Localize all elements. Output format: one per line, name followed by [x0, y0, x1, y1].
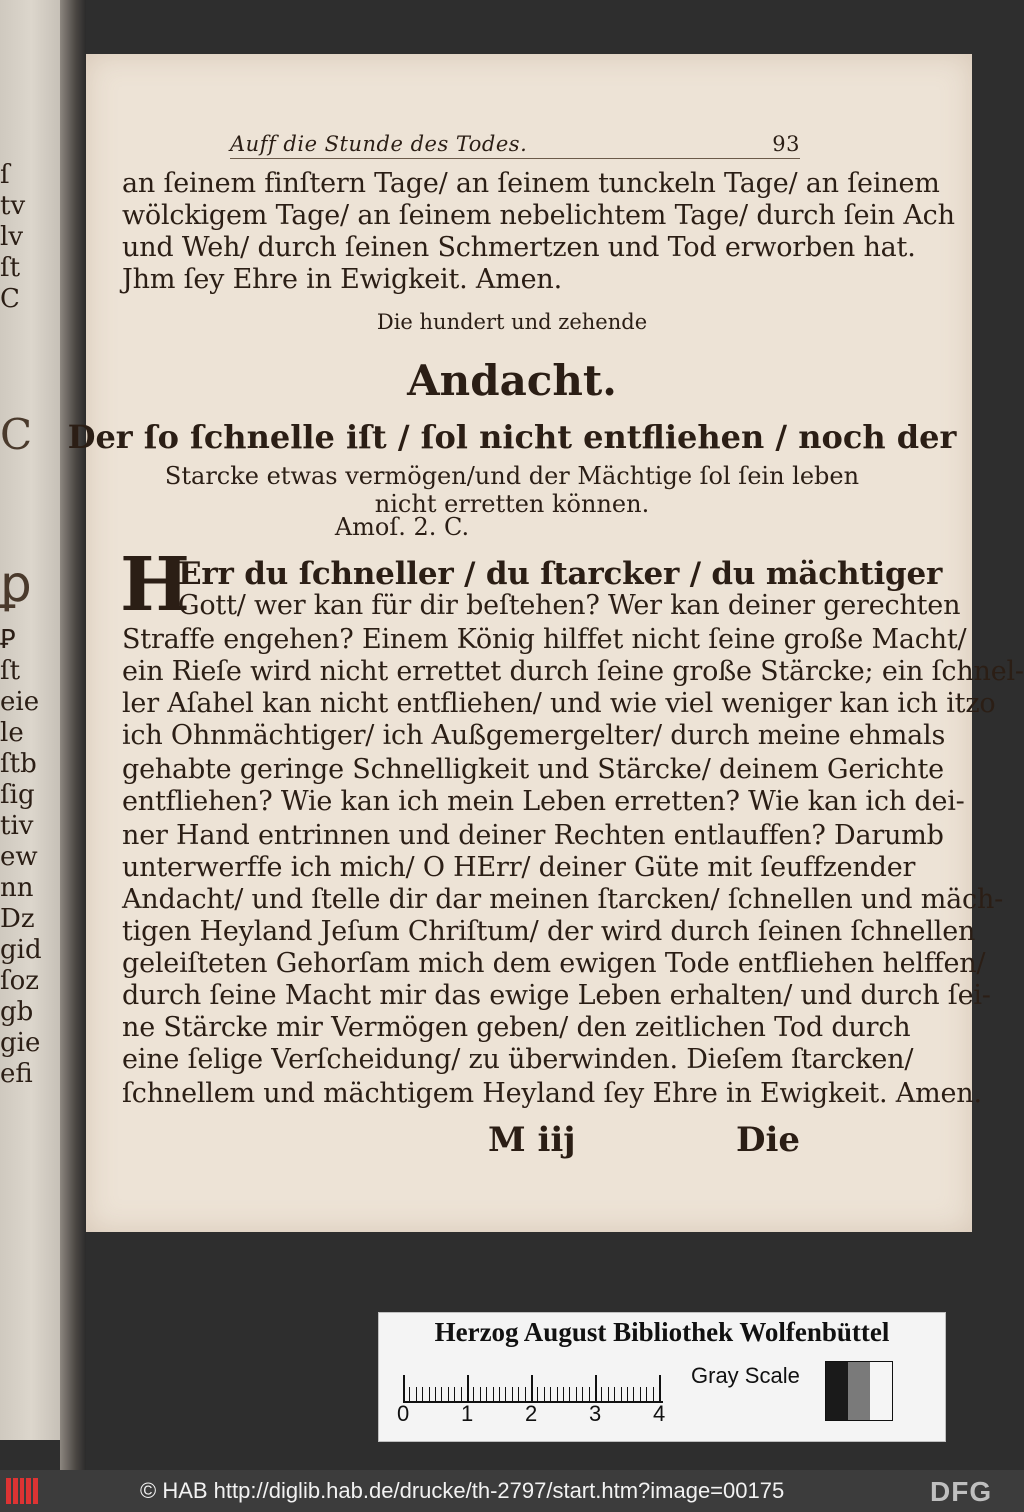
- scale-tick: [403, 1375, 405, 1401]
- section-title: Andacht.: [407, 356, 617, 405]
- scale-tick: [582, 1387, 583, 1401]
- scale-tick: [480, 1387, 481, 1401]
- section-caption: Die hundert und zehende: [376, 310, 648, 334]
- catchword: Die: [736, 1120, 801, 1160]
- running-title: Auff die Stunde des Todes.: [230, 132, 528, 156]
- signature-mark: M iij: [488, 1120, 576, 1160]
- scale-tick: [429, 1387, 430, 1401]
- scale-number: 4: [653, 1401, 666, 1426]
- left-page-fragment: ꝑ: [0, 555, 32, 613]
- left-page-line-fragment: C: [0, 284, 20, 314]
- gray-swatch: [826, 1362, 848, 1420]
- prayer-line: tigen Heyland Jeſum Chriſtum/ der wird durch ſeinen ſchnellen: [122, 916, 976, 947]
- scale-tick: [557, 1387, 558, 1401]
- bible-reference: Amoſ. 2. C.: [334, 513, 470, 541]
- scale-tick: [646, 1387, 647, 1401]
- left-page-line-fragment: ſt: [0, 656, 21, 686]
- scale-tick: [435, 1387, 436, 1401]
- gray-scale-swatches: [825, 1361, 893, 1421]
- left-page-line-fragment: ſ: [0, 160, 10, 190]
- prayer-line: ne Stärcke mir Vermögen geben/ den zeitlichen Tod durch: [122, 1012, 911, 1043]
- prayer-line: gehabte geringe Schnelligkeit und Stärcke/ deinem Gerichte: [122, 754, 944, 785]
- text-line: an ſeinem finſtern Tage/ an ſeinem tunckeln Tage/ an ſeinem: [122, 168, 940, 199]
- scale-ruler: [403, 1363, 663, 1403]
- scale-tick: [473, 1387, 474, 1401]
- motto-line: nicht erretten können.: [374, 490, 650, 518]
- scale-tick: [633, 1387, 634, 1401]
- scale-tick: [525, 1387, 526, 1401]
- scale-tick: [550, 1387, 551, 1401]
- scale-tick: [589, 1387, 590, 1401]
- scale-number: 0: [397, 1401, 410, 1426]
- prayer-line: Andacht/ und ſtelle dir dar meinen ſtarcken/ ſchnellen und mäch-: [122, 884, 1004, 915]
- book-gutter: [60, 0, 86, 1470]
- left-page-line-fragment: tiv: [0, 811, 34, 841]
- scale-tick: [531, 1375, 533, 1401]
- scale-tick: [486, 1387, 487, 1401]
- text-line: wölckigem Tage/ an ſeinem nebelichtem Tage/ durch ſein Ach: [122, 200, 955, 231]
- scale-number: 2: [525, 1401, 538, 1426]
- scale-tick: [608, 1387, 609, 1401]
- text-line: und Weh/ durch ſeinen Schmertzen und Tod erworben hat.: [122, 232, 916, 263]
- left-page-line-fragment: ſtb: [0, 749, 37, 779]
- scale-tick: [563, 1387, 564, 1401]
- prayer-line: Err du ſchneller / du ſtarcker / du mächtiger: [178, 556, 943, 592]
- prayer-line: Gott/ wer kan für dir beſtehen? Wer kan deiner gerechten: [178, 590, 961, 621]
- prayer-line: Straffe engehen? Einem König hilffet nicht ſeine große Macht/: [122, 624, 967, 655]
- left-page-line-fragment: ſoz: [0, 966, 39, 996]
- prayer-line: eine ſelige Verſcheidung/ zu überwinden. Dieſem ſtarcken/: [122, 1044, 914, 1075]
- scale-tick: [505, 1387, 506, 1401]
- scale-tick: [537, 1387, 538, 1401]
- scale-tick: [576, 1387, 577, 1401]
- left-page-line-fragment: Dz: [0, 904, 35, 934]
- scale-number: 1: [461, 1401, 474, 1426]
- scale-tick: [659, 1375, 661, 1401]
- prayer-line: geleiſteten Gehorſam mich dem ewigen Tode entfliehen helffen/: [122, 948, 986, 979]
- left-page-line-fragment: ew: [0, 842, 38, 872]
- scale-tick: [601, 1387, 602, 1401]
- scale-tick: [409, 1387, 410, 1401]
- left-page-line-fragment: ſt: [0, 253, 21, 283]
- dfg-logo: DFG: [930, 1476, 993, 1507]
- left-page-fragments: [0, 160, 42, 1090]
- footer-copyright-link[interactable]: © HAB http://diglib.hab.de/drucke/th-2797/start.htm?image=00175: [140, 1478, 785, 1503]
- left-page-line-fragment: eie: [0, 687, 40, 717]
- scale-tick: [595, 1375, 597, 1401]
- left-page-line-fragment: lv: [0, 222, 24, 252]
- gray-scale-label: Gray Scale: [691, 1363, 800, 1388]
- gray-swatch: [870, 1362, 892, 1420]
- scale-tick: [416, 1387, 417, 1401]
- scale-tick: [467, 1375, 469, 1401]
- prayer-line: unterwerffe ich mich/ O HErr/ deiner Güte mit ſeuffzender: [122, 852, 916, 883]
- running-head: [230, 132, 800, 159]
- scale-tick: [461, 1387, 462, 1401]
- gray-swatch: [848, 1362, 870, 1420]
- scale-tick: [627, 1387, 628, 1401]
- scale-tick: [422, 1387, 423, 1401]
- scale-tick: [621, 1387, 622, 1401]
- scale-tick: [441, 1387, 442, 1401]
- prayer-line: durch ſeine Macht mir das ewige Leben erhalten/ und durch ſei-: [122, 980, 991, 1011]
- drop-capital: H: [120, 542, 190, 628]
- scale-tick: [640, 1387, 641, 1401]
- motto-line: Starcke etwas vermögen/und der Mächtige ſol ſein leben: [164, 462, 860, 490]
- institution-name: Herzog August Bibliothek Wolfenbüttel: [434, 1317, 890, 1347]
- motto-line: Der ſo ſchnelle iſt / ſol nicht entfliehen / noch der: [67, 418, 957, 456]
- left-page-line-fragment: gid: [0, 935, 42, 965]
- left-page-line-fragment: nn: [0, 873, 34, 903]
- library-label-card: [378, 1312, 946, 1442]
- text-line: Jhm ſey Ehre in Ewigkeit. Amen.: [122, 264, 562, 295]
- scale-tick: [653, 1387, 654, 1401]
- left-page-line-fragment: gb: [0, 997, 34, 1027]
- scale-tick: [454, 1387, 455, 1401]
- prayer-line: ein Rieſe wird nicht errettet durch ſeine große Stärcke; ein ſchnel-: [122, 656, 1024, 687]
- scale-tick: [493, 1387, 494, 1401]
- left-page-line-fragment: ſig: [0, 780, 35, 810]
- prayer-line: ner Hand entrinnen und deiner Rechten entlauffen? Darumb: [122, 820, 944, 851]
- page-number: 93: [772, 132, 800, 156]
- left-page-line-fragment: efi: [0, 1059, 33, 1089]
- left-page-line-fragment: tv: [0, 191, 26, 221]
- scale-tick: [448, 1387, 449, 1401]
- scale-tick: [544, 1387, 545, 1401]
- prayer-line: ſchnellem und mächtigem Heyland ſey Ehre in Ewigkeit. Amen.: [122, 1078, 982, 1109]
- scale-number: 3: [589, 1401, 602, 1426]
- scale-tick: [518, 1387, 519, 1401]
- left-page-line-fragment: gie: [0, 1028, 41, 1058]
- scale-tick: [569, 1387, 570, 1401]
- hab-logo-icon: [6, 1478, 38, 1504]
- scale-tick: [512, 1387, 513, 1401]
- scale-tick: [614, 1387, 615, 1401]
- left-page-line-fragment: Ꝑ: [0, 625, 16, 655]
- prayer-line: ich Ohnmächtiger/ ich Außgemergelter/ durch meine ehmals: [122, 720, 946, 751]
- prayer-line: entfliehen? Wie kan ich mein Leben erretten? Wie kan ich dei-: [122, 786, 965, 817]
- left-page-line-fragment: le: [0, 718, 24, 748]
- scale-tick: [499, 1387, 500, 1401]
- left-page-fragment: C: [0, 410, 33, 459]
- prayer-line: ler Aſahel kan nicht entfliehen/ und wie viel weniger kan ich itzo: [122, 688, 996, 719]
- footer-bar: [0, 1470, 1024, 1512]
